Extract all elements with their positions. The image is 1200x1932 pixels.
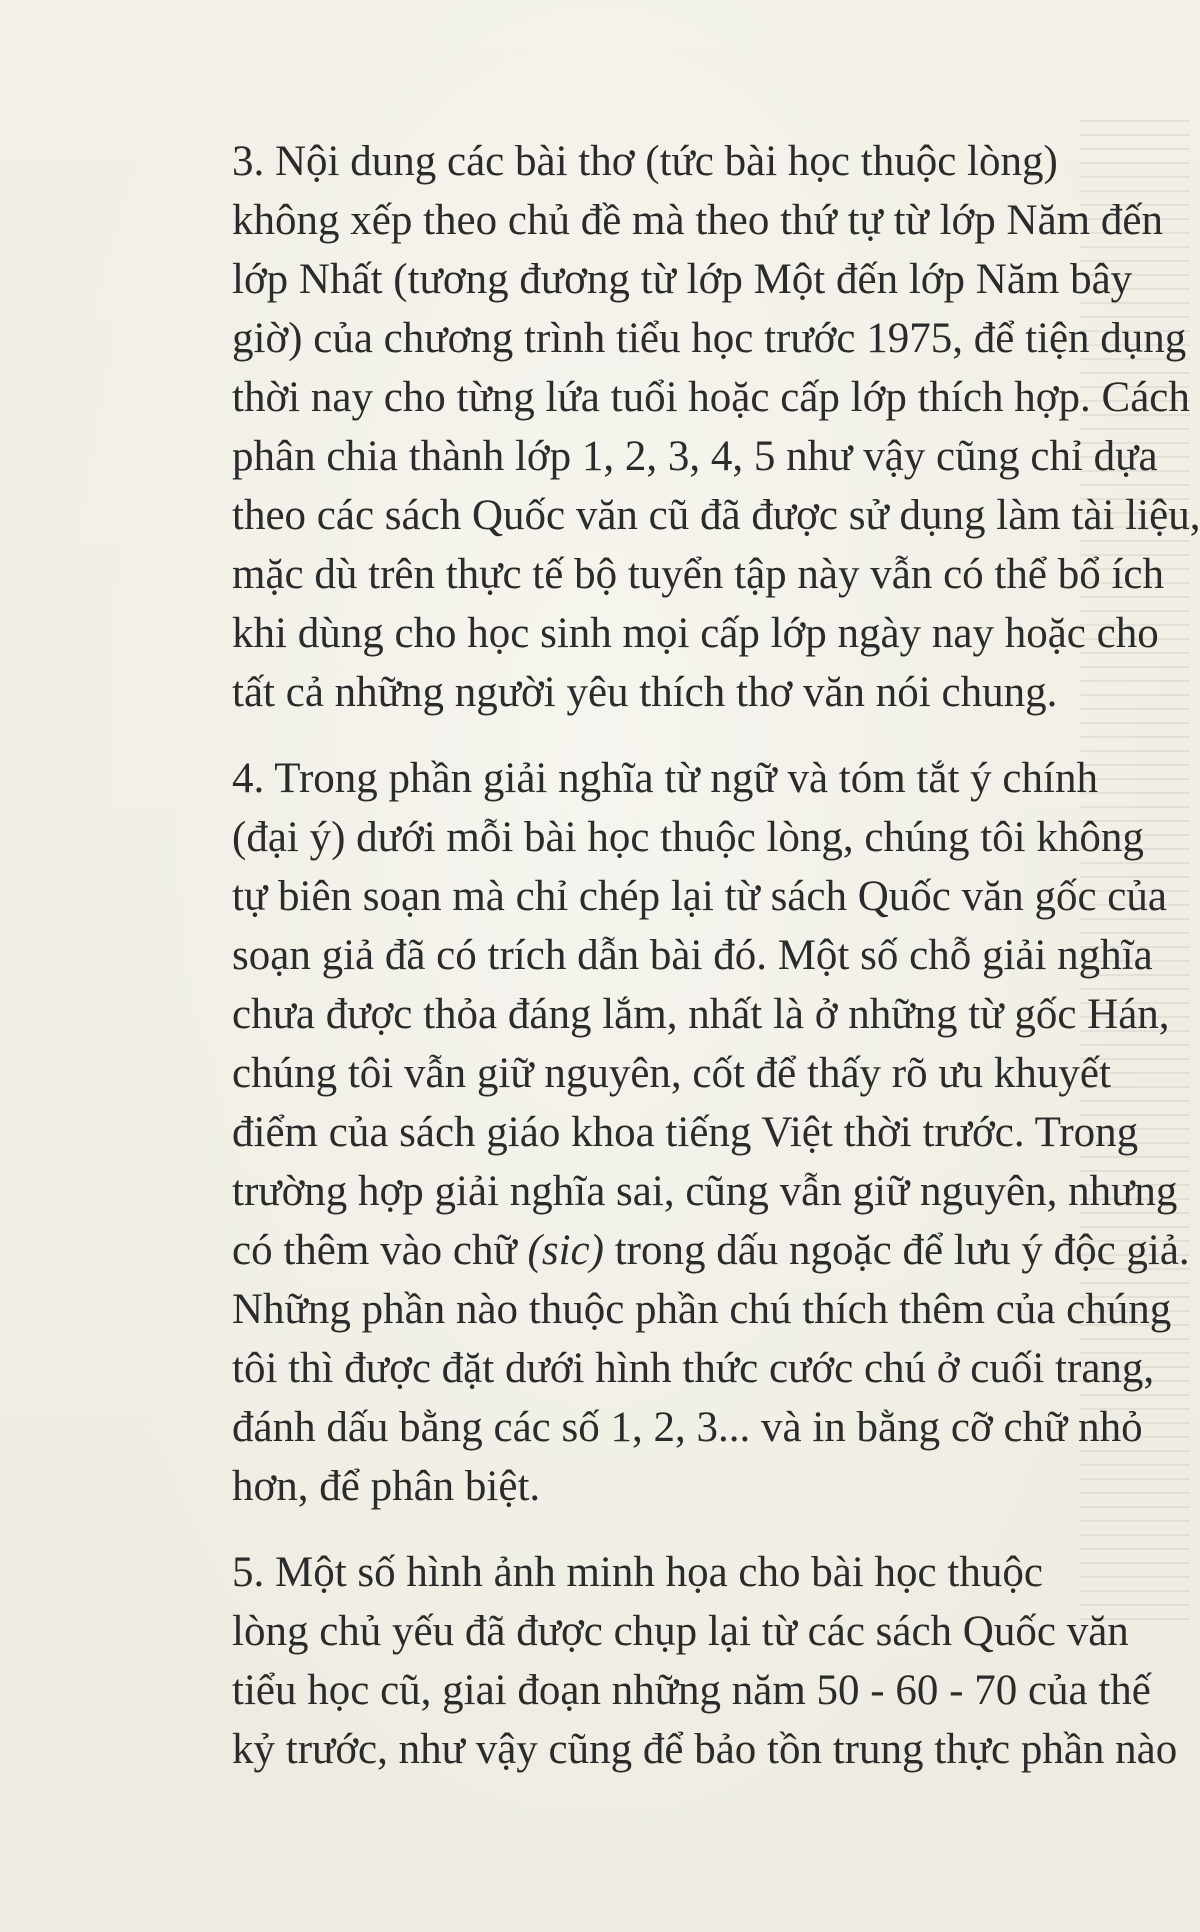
- page-text: [208, 132, 1200, 1779]
- text-line: lớp Nhất (tương đương từ lớp Một đến lớp Năm bây: [232, 256, 1133, 303]
- paragraph-5: [208, 1543, 1178, 1779]
- sic-italic: (sic): [527, 1227, 604, 1274]
- text-line: thời nay cho từng lứa tuổi hoặc cấp lớp thích hợp. Cách: [232, 374, 1190, 421]
- text-line: (đại ý) dưới mỗi bài học thuộc lòng, chúng tôi không: [232, 814, 1144, 861]
- text-line: tôi thì được đặt dưới hình thức cước chú ở cuối trang,: [232, 1345, 1155, 1392]
- text-line-sic: [208, 1221, 1190, 1280]
- text-line: lòng chủ yếu đã được chụp lại từ các sách Quốc văn: [232, 1608, 1129, 1655]
- text-line: 3. Nội dung các bài thơ (tức bài học thuộc lòng): [232, 138, 1058, 185]
- text-line: không xếp theo chủ đề mà theo thứ tự từ lớp Năm đến: [232, 197, 1163, 244]
- text-line: đánh dấu bằng các số 1, 2, 3... và in bằng cỡ chữ nhỏ: [232, 1404, 1143, 1451]
- text-line: mặc dù trên thực tế bộ tuyển tập này vẫn có thể bổ ích: [232, 551, 1164, 598]
- sic-before: có thêm vào chữ: [232, 1227, 528, 1274]
- text-line: chúng tôi vẫn giữ nguyên, cốt để thấy rõ ưu khuyết: [232, 1050, 1111, 1097]
- text-line: 5. Một số hình ảnh minh họa cho bài học thuộc: [232, 1549, 1043, 1596]
- text-line: giờ) của chương trình tiểu học trước 1975, để tiện dụng: [232, 315, 1187, 362]
- text-line: chưa được thỏa đáng lắm, nhất là ở những từ gốc Hán,: [232, 991, 1170, 1038]
- text-line: tiểu học cũ, giai đoạn những năm 50 - 60 - 70 của thế: [232, 1667, 1151, 1714]
- text-line: tất cả những người yêu thích thơ văn nói chung.: [232, 669, 1058, 716]
- text-line: phân chia thành lớp 1, 2, 3, 4, 5 như vậy cũng chỉ dựa: [232, 433, 1158, 480]
- text-line: hơn, để phân biệt.: [232, 1463, 541, 1510]
- text-line: tự biên soạn mà chỉ chép lại từ sách Quốc văn gốc của: [232, 873, 1167, 920]
- sic-after: trong dấu ngoặc để lưu ý độc giả.: [603, 1227, 1190, 1274]
- paragraph-4: [208, 749, 1190, 1516]
- text-line: kỷ trước, như vậy cũng để bảo tồn trung thực phần nào: [232, 1726, 1178, 1773]
- text-line: theo các sách Quốc văn cũ đã được sử dụng làm tài liệu,: [232, 492, 1200, 539]
- text-line: trường hợp giải nghĩa sai, cũng vẫn giữ nguyên, nhưng: [232, 1168, 1178, 1215]
- text-line: Những phần nào thuộc phần chú thích thêm của chúng: [232, 1286, 1172, 1333]
- text-line: soạn giả đã có trích dẫn bài đó. Một số chỗ giải nghĩa: [232, 932, 1153, 979]
- text-line: khi dùng cho học sinh mọi cấp lớp ngày nay hoặc cho: [232, 610, 1159, 657]
- text-line: điểm của sách giáo khoa tiếng Việt thời trước. Trong: [232, 1109, 1139, 1156]
- paragraph-3: [208, 132, 1200, 722]
- text-line: 4. Trong phần giải nghĩa từ ngữ và tóm tắt ý chính: [232, 755, 1098, 802]
